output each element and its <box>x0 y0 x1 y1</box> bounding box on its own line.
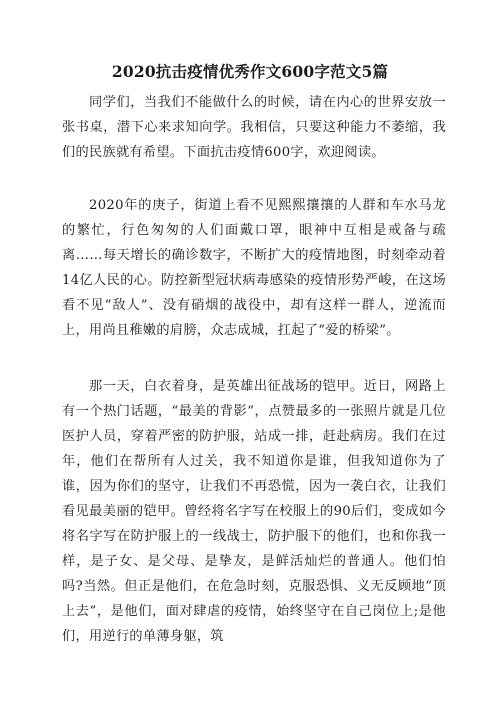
document-title: 2020抗击疫情优秀作文600字范文5篇 <box>111 62 389 81</box>
paragraph-white-coat: 那一天，白衣着身，是英雄出征战场的铠甲。近日，网路上有一个热门话题，“最美的背影”，点赞最多的一张照片就是几位医护人员，穿着严密的防护服，站成一排，赶赴病房。我们在过年，他们在帮所有人过关，我不知道你是谁，但我知道你为了谁，因为你们的坚守，让我们不再恐慌，因为一袭白衣，让我们看见最美丽的铠甲。曾经将名字写在校服上的90后们，变成如今将名字写在防护服上的一线战士，防护服下的他们，也和你我一样，是子女、是父母、是挚友，是鲜活灿烂的普通人。他们怕吗?当然。但正是他们，在危急时刻，克服恐惧、义无反顾地“顶上去”，是他们，面对肆虐的疫情，始终坚守在自己岗位上;是他们，用逆行的单薄身躯，筑 <box>62 379 446 644</box>
paragraph-2020: 2020年的庚子，街道上看不见熙熙攘攘的人群和车水马龙的繁忙，行色匆匆的人们面戴口罩，眼神中互相是戒备与疏离……每天增长的确诊数字，不断扩大的疫情地图，时刻牵动着14亿人民的心。防控新型冠状病毒感染的疫情形势严峻，在这场看不见“敌人”、没有硝烟的战役中，却有这样一群人，逆流而上，用尚且稚嫩的肩膀，众志成城，扛起了“爱的桥梁”。 <box>62 198 446 338</box>
paragraph-intro: 同学们，当我们不能做什么的时候，请在内心的世界安放一张书桌，潜下心来求知向学。我相信，只要这种能力不萎缩，我们的民族就有希望。下面抗击疫情600字，欢迎阅读。 <box>62 95 446 160</box>
